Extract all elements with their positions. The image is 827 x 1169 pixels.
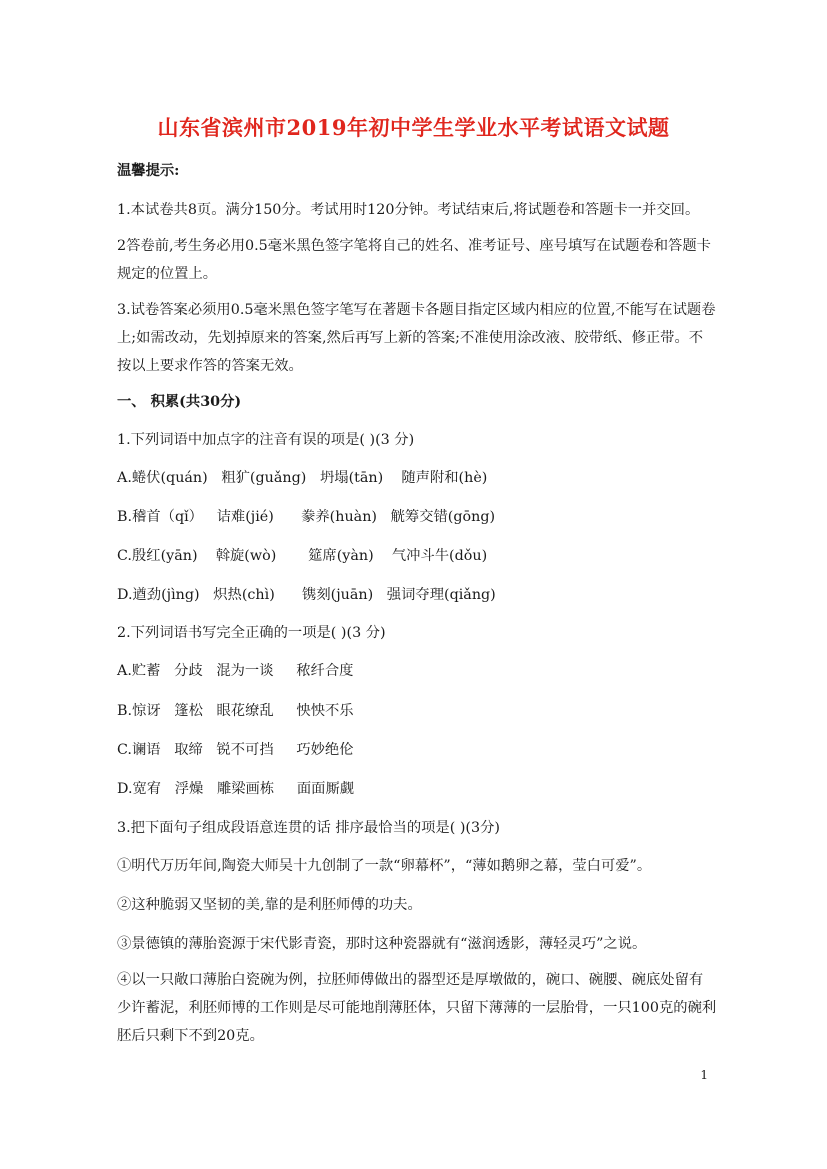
question-1-stem: 1.下列词语中加点字的注音有误的项是( )(3 分) xyxy=(117,432,415,448)
notice-item-3: 3.试卷答案必须用0.5毫米黑色签字笔写在著题卡各题目指定区域内相应的位置,不能写在试题卷上;如需改动，先划掉原来的答案,然后再写上新的答案;不准使用涂改液、胶带纸、修正带。不按以上要求作答的答案无效。 xyxy=(117,302,716,374)
page-number: 1 xyxy=(700,1068,708,1082)
question-3-sentence-4: ④以一只敞口薄胎白瓷碗为例，拉胚师傅做出的器型还是厚墩做的，碗口、碗腰、碗底处留有少许蓄泥，利胚师博的工作则是尽可能地削薄胚体，只留下薄薄的一层胎骨，一只100克的碗利胚后只剩下不到20克。 xyxy=(117,972,717,1044)
question-2-option-d: D.宽宥 浮燥 雕梁画栋 面面厮觑 xyxy=(117,781,355,797)
question-1-option-c: C.殷红(yān) 斡旋(wò) 筵席(yàn) 气冲斗牛(dǒu) xyxy=(117,548,488,564)
notice-heading: 温馨提示: xyxy=(117,163,180,179)
question-3-sentence-3: ③景德镇的薄胎瓷源于宋代影青瓷，那时这种瓷器就有“滋润透影，薄轻灵巧”之说。 xyxy=(117,936,647,952)
question-2-option-c: C.谰语 取缔 锐不可挡 巧妙绝伦 xyxy=(117,742,354,758)
question-1-option-b: B.稽首（qǐ） 诘难(jié) 豢养(huàn) 觥筹交错(gōng) xyxy=(117,509,496,525)
question-3-stem: 3.把下面句子组成段语意连贯的话 排序最恰当的项是( )(3分) xyxy=(117,820,500,836)
document-title: 山东省滨州市2019年初中学生学业水平考试语文试题 xyxy=(157,115,670,140)
question-3-sentence-2: ②这种脆弱又坚韧的美,靠的是利胚师傅的功夫。 xyxy=(117,897,422,913)
question-2-option-b: B.惊讶 篷松 眼花缭乱 怏怏不乐 xyxy=(117,703,354,719)
question-2-option-a: A.贮蓄 分歧 混为一谈 秾纤合度 xyxy=(117,663,354,679)
notice-item-2: 2答卷前,考生务必用0.5毫米黑色签字笔将自己的姓名、准考证号、座号填写在试题卷和答题卡规定的位置上。 xyxy=(117,238,711,282)
question-1-option-d: D.遒劲(jìng) 炽热(chì) 镌刻(juān) 强词夺理(qiǎng) xyxy=(117,587,496,603)
question-3-sentence-1: ①明代万历年间,陶瓷大师吴十九创制了一款“卵幕杯”，“薄如鹅卵之幕，莹白可爱”。 xyxy=(117,858,652,874)
notice-item-1: 1.本试卷共8页。满分150分。考试用时120分钟。考试结束后,将试题卷和答题卡一并交回。 xyxy=(117,202,700,218)
question-1-option-a: A.蜷伏(quán) 粗犷(guǎng) 坍塌(tān) 随声附和(hè) xyxy=(117,470,488,486)
question-2-stem: 2.下列词语书写完全正确的一项是( )(3 分) xyxy=(117,625,386,641)
section-heading-accumulation: 一、 积累(共30分) xyxy=(117,394,242,410)
